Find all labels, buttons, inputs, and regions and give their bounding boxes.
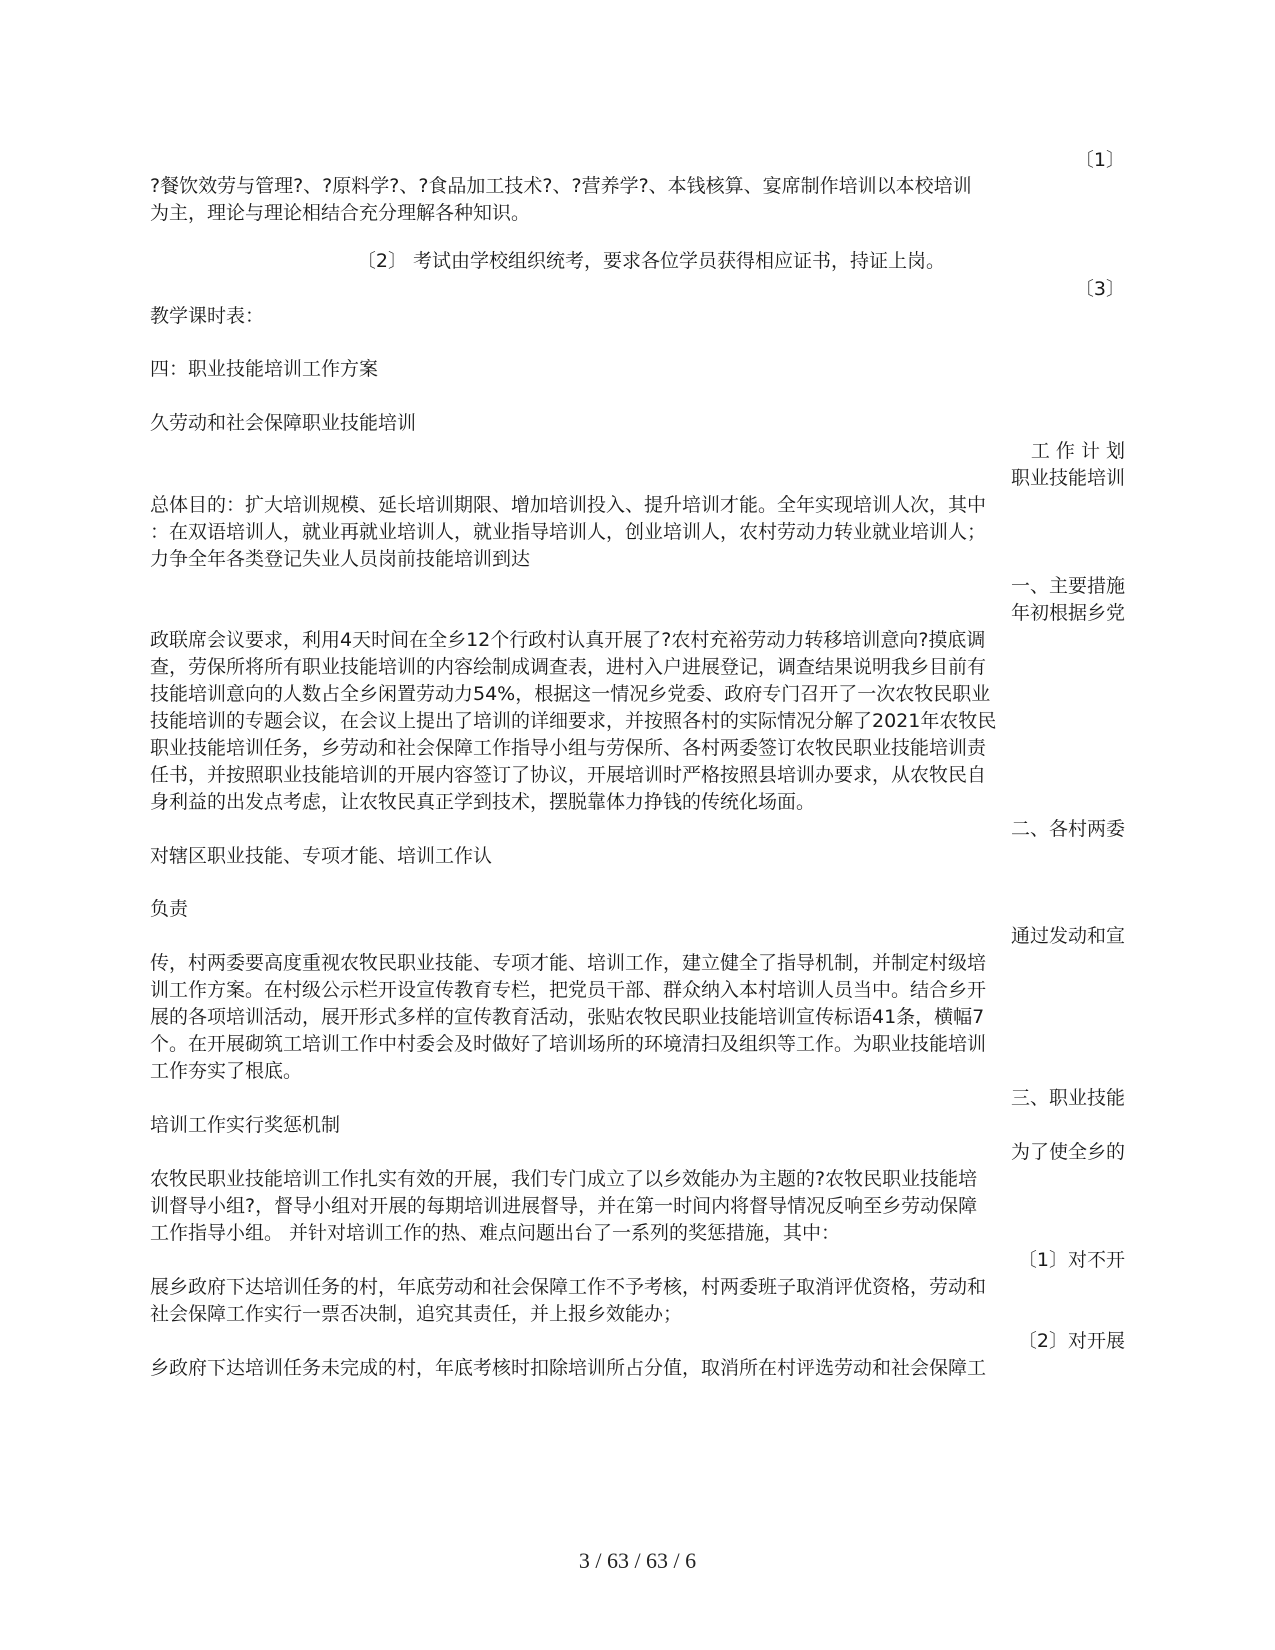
right-lead-text: 为了使全乡的 — [1010, 1141, 1125, 1163]
right-heading: 职业技能培训 — [1010, 467, 1125, 489]
item-number-1: 〔1〕 — [1074, 149, 1125, 171]
body-text-line: 展的各项培训活动，展开形式多样的宣传教育活动，张贴农牧民职业技能培训宣传标语41条，横幅7 — [150, 1006, 985, 1028]
item-number-3: 〔3〕 — [1074, 278, 1125, 300]
body-text-line: 总体目的：扩大培训规模、延长培训期限、增加培训投入、提升培训才能。全年实现培训人次，其中 — [150, 494, 987, 516]
body-text-line: 负责 — [150, 898, 189, 920]
body-text-line: 身利益的出发点考虑，让农牧民真正学到技术，摆脱靠体力挣钱的传统化场面。 — [150, 791, 816, 813]
body-text-line: 政联席会议要求，利用4天时间在全乡12个行政村认真开展了?农村充裕劳动力转移培训意向?摸底调 — [150, 629, 986, 651]
right-heading: 二、各村两委 — [1010, 818, 1125, 840]
body-text-line: 工作指导小组。 并针对培训工作的热、难点问题出台了一系列的奖惩措施，其中： — [150, 1222, 841, 1244]
right-lead-text: 通过发动和宣 — [1010, 925, 1125, 947]
body-text-line: 职业技能培训任务，乡劳动和社会保障工作指导小组与劳保所、各村两委签订农牧民职业技能培训责 — [150, 737, 987, 759]
body-text-line: ?餐饮效劳与管理?、?原料学?、?食品加工技术?、?营养学?、本钱核算、宴席制作培训以本校培训 — [150, 175, 972, 197]
right-heading: 三、职业技能 — [1010, 1087, 1125, 1109]
body-text-line: 久劳动和社会保障职业技能培训 — [150, 412, 417, 434]
body-text-line: 力争全年各类登记失业人员岗前技能培训到达 — [150, 548, 531, 570]
body-text-line: 查，劳保所将所有职业技能培训的内容绘制成调查表，进村入户进展登记，调查结果说明我乡目前有 — [150, 656, 987, 678]
page-number: 3 / 63 / 63 / 6 — [578, 1548, 697, 1573]
body-text-line: 展乡政府下达培训任务的村，年底劳动和社会保障工作不予考核，村两委班子取消评优资格，劳动和 — [150, 1276, 987, 1298]
body-text-line: 技能培训的专题会议，在会议上提出了培训的详细要求，并按照各村的实际情况分解了2021年农牧民 — [150, 710, 997, 732]
body-text-line: 传，村两委要高度重视农牧民职业技能、专项才能、培训工作，建立健全了指导机制，并制定村级培 — [150, 952, 987, 974]
body-text-line: 〔2〕 考试由学校组织统考，要求各位学员获得相应证书，持证上岗。 — [356, 250, 945, 272]
body-text-line: 乡政府下达培训任务未完成的村，年底考核时扣除培训所占分值，取消所在村评选劳动和社会保障工 — [150, 1357, 987, 1379]
body-text-line: 培训工作实行奖惩机制 — [150, 1114, 341, 1136]
body-text-line: 个。在开展砌筑工培训工作中村委会及时做好了培训场所的环境清扫及组织等工作。为职业技能培训 — [150, 1033, 987, 1055]
body-text-line: 任书，并按照职业技能培训的开展内容签订了协议，开展培训时严格按照县培训办要求，从农牧民自 — [150, 764, 987, 786]
body-text-line: 为主，理论与理论相结合充分理解各种知识。 — [150, 202, 531, 224]
right-lead-text: 〔2〕对开展 — [1017, 1330, 1125, 1352]
right-heading: 一、主要措施 — [1010, 575, 1125, 597]
right-lead-text: 年初根据乡党 — [1010, 602, 1125, 624]
body-text-line: 训工作方案。在村级公示栏开设宣传教育专栏，把党员干部、群众纳入本村培训人员当中。结合乡开 — [150, 979, 987, 1001]
body-text-line: ：在双语培训人，就业再就业培训人，就业指导培训人，创业培训人，农村劳动力转业就业培训人； — [150, 521, 987, 543]
body-text-line: 技能培训意向的人数占全乡闲置劳动力54%，根据这一情况乡党委、政府专门召开了一次农牧民职业 — [150, 683, 991, 705]
right-heading: 工 作 计 划 — [1030, 440, 1125, 462]
body-text-line: 教学课时表： — [150, 305, 265, 327]
right-lead-text: 〔1〕对不开 — [1017, 1249, 1125, 1271]
body-text-line: 社会保障工作实行一票否决制，追究其责任，并上报乡效能办； — [150, 1303, 683, 1325]
body-text-line: 工作夯实了根底。 — [150, 1060, 303, 1082]
section-heading: 四：职业技能培训工作方案 — [150, 358, 379, 380]
body-text-line: 农牧民职业技能培训工作扎实有效的开展，我们专门成立了以乡效能办为主题的?农牧民职业技能培 — [150, 1168, 978, 1190]
body-text-line: 对辖区职业技能、专项才能、培训工作认 — [150, 845, 493, 867]
body-text-line: 训督导小组?，督导小组对开展的每期培训进展督导，并在第一时间内将督导情况反响至乡劳动保障 — [150, 1195, 978, 1217]
